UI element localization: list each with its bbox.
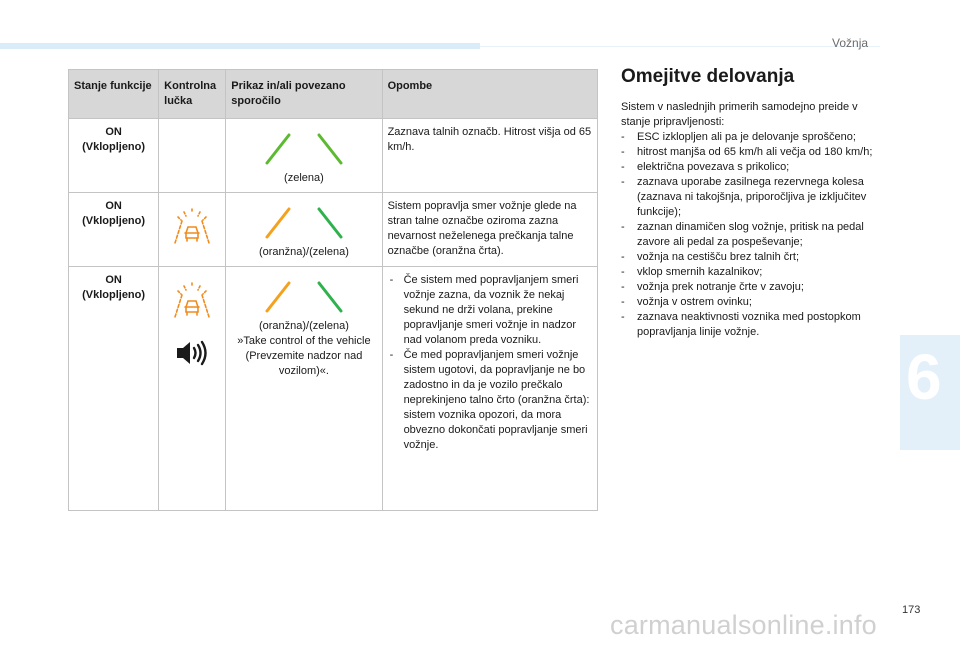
remarks-cell <box>382 267 597 511</box>
limitations-title: Omejitve delovanja <box>621 66 795 87</box>
display-caption: (oranžna)/(zelena) <box>258 320 349 332</box>
display-cell <box>226 119 382 193</box>
header-accent-bar <box>0 43 480 49</box>
lane-keep-warning-lamp-icon <box>172 281 212 321</box>
header-display: Prikaz in/ali povezano sporočilo <box>226 70 382 119</box>
list-item: - vklop smernih kazalnikov; <box>621 265 883 280</box>
list-item: - vožnja na cestišču brez talnih črt; <box>621 250 883 265</box>
state-cell: ON (Vklopljeno) <box>69 193 159 267</box>
limitations-section <box>621 66 883 340</box>
list-item: - vožnja prek notranje črte v zavoju; <box>621 280 883 295</box>
page-number: 173 <box>902 604 921 616</box>
header-accent-line <box>480 46 880 47</box>
header-remarks: Opombe <box>382 70 597 119</box>
list-item: - električna povezava s prikolico; <box>621 160 883 175</box>
list-item: - ESC izklopljen ali pa je delovanje sproščeno; <box>621 130 883 145</box>
display-message: »Take control of the vehicle (Prevzemite nadzor nad vozilom)«. <box>237 335 371 377</box>
display-cell <box>226 193 382 267</box>
table-row <box>69 267 598 511</box>
lamp-cell-empty <box>159 119 226 193</box>
limitations-list <box>621 130 883 340</box>
lamp-cell <box>159 267 226 511</box>
function-status-table <box>68 69 598 511</box>
header-lamp: Kontrolna lučka <box>159 70 226 119</box>
section-title: Vožnja <box>832 36 869 50</box>
header-state: Stanje funkcije <box>69 70 159 119</box>
remarks-list <box>388 273 592 453</box>
table-row <box>69 119 598 193</box>
table-row <box>69 193 598 267</box>
list-item: - Če sistem med popravljanjem smeri vožnje zazna, da voznik že nekaj sekund ne drži volana, prekine popravljanje smeri vožnje in nadzor nad volanom preda vozniku. <box>388 273 592 348</box>
lane-lines-orange-green-icon <box>259 279 349 315</box>
list-item: - zaznava neaktivnosti voznika med postopkom popravljanja linije vožnje. <box>621 310 883 340</box>
speaker-sound-icon <box>174 339 210 367</box>
limitations-intro: Sistem v naslednjih primerih samodejno preide v stanje pripravljenosti: <box>621 101 858 128</box>
state-cell: ON (Vklopljeno) <box>69 267 159 511</box>
display-caption: (zelena) <box>284 172 324 184</box>
table-header-row <box>69 70 598 119</box>
display-cell <box>226 267 382 511</box>
state-cell: ON (Vklopljeno) <box>69 119 159 193</box>
list-item: - hitrost manjša od 65 km/h ali večja od 180 km/h; <box>621 145 883 160</box>
lane-lines-orange-green-icon <box>259 205 349 241</box>
lamp-cell <box>159 193 226 267</box>
list-item: - zaznan dinamičen slog vožnje, pritisk na pedal zavore ali pedal za pospeševanje; <box>621 220 883 250</box>
list-item: - vožnja v ostrem ovinku; <box>621 295 883 310</box>
list-item: - Če med popravljanjem smeri vožnje sistem ugotovi, da popravljanje ne bo zadostno in da je vozilo prečkalo neprekinjeno talno črto (oranžna črta): sistem voznika opozori, da mora obvezno dokončati popravljanje smeri vožnje. <box>388 348 592 453</box>
lane-keep-warning-lamp-icon <box>172 207 212 247</box>
remarks-cell: Sistem popravlja smer vožnje glede na stran talne označbe oziroma zazna nevarnost neželenega prečkanja talne označbe (oranžna črta). <box>382 193 597 267</box>
watermark-text: carmanualsonline.info <box>610 610 877 640</box>
lane-lines-green-icon <box>259 131 349 167</box>
display-caption: (oranžna)/(zelena) <box>258 246 349 258</box>
chapter-number: 6 <box>906 341 942 413</box>
remarks-cell: Zaznava talnih označb. Hitrost višja od 65 km/h. <box>382 119 597 193</box>
list-item: - zaznava uporabe zasilnega rezervnega kolesa (zaznava ni takojšnja, priporočljiva je izključitev funkcije); <box>621 175 883 220</box>
